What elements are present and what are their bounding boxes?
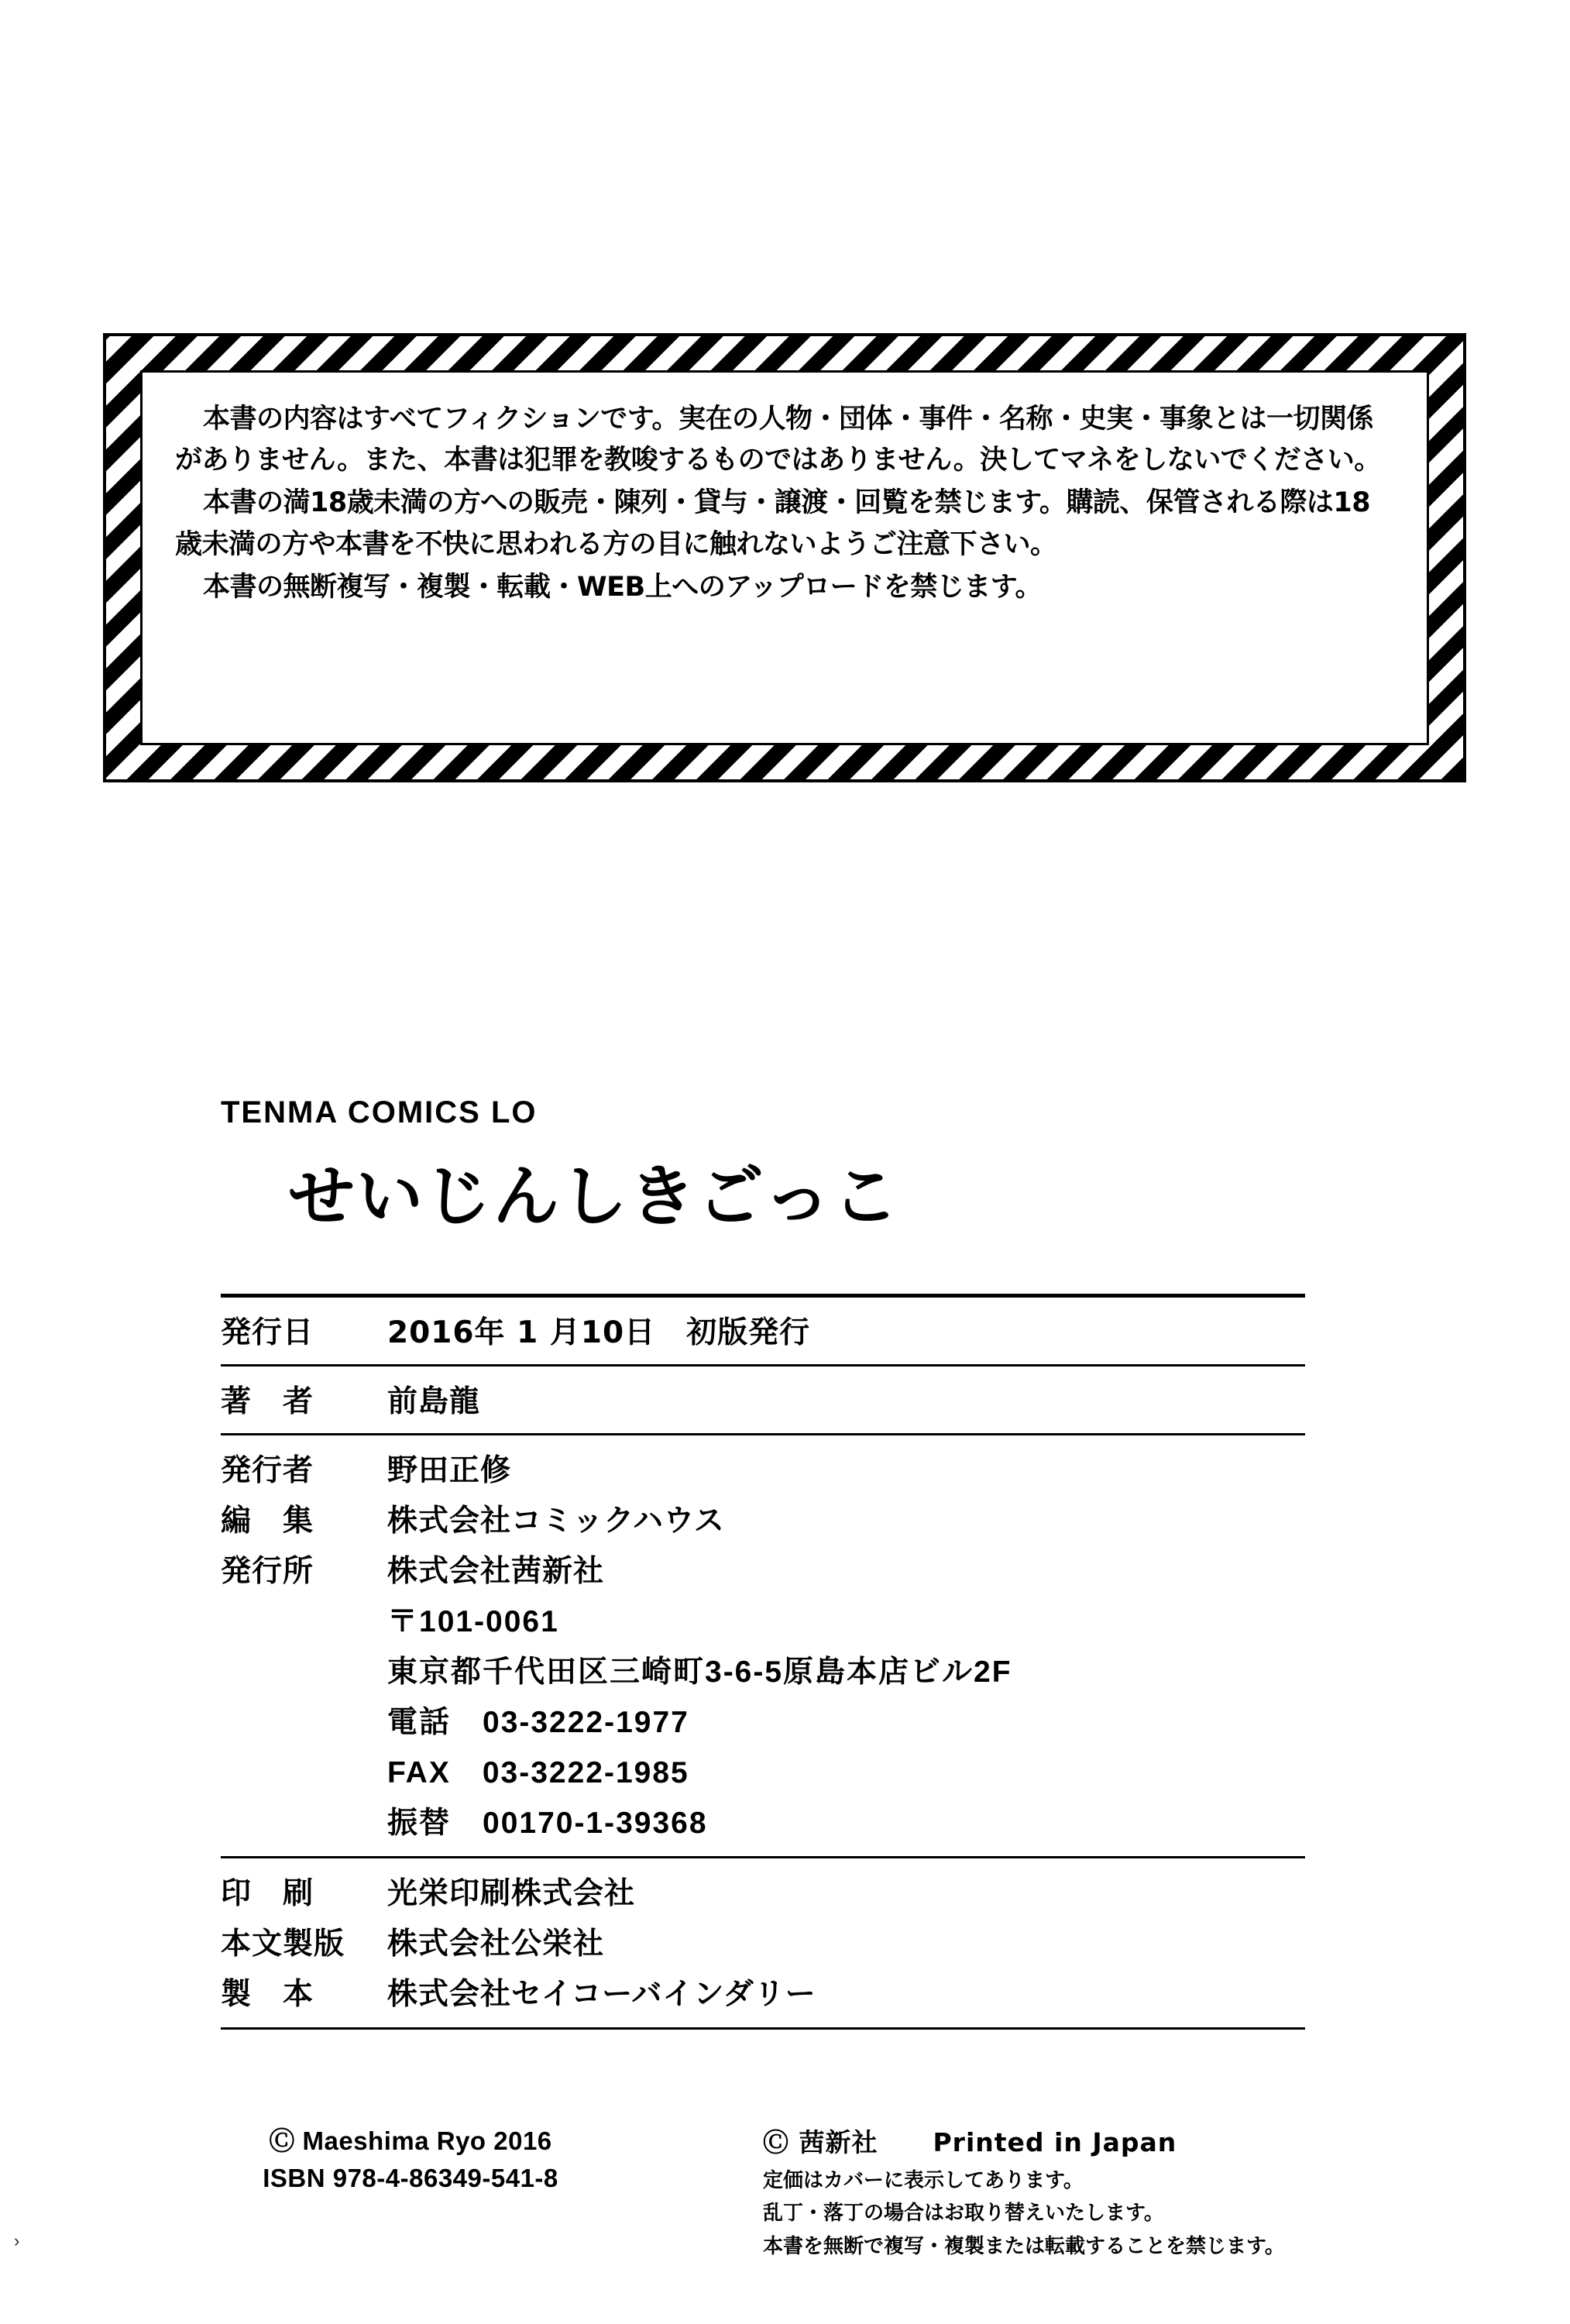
copyright-block xyxy=(209,2123,612,2197)
row-label: 製 本 xyxy=(221,1977,314,2012)
row-value: 株式会社セイコーバインダリー xyxy=(387,1977,816,2012)
colophon-section-publisher xyxy=(221,1435,1305,1856)
colophon-table xyxy=(221,1294,1305,2030)
publisher-copyright: Ⓒ 茜新社 xyxy=(763,2127,878,2157)
row-label: 本文製版 xyxy=(221,1927,345,1961)
footer-note: 乱丁・落丁の場合はお取り替えいたします。 xyxy=(763,2202,1164,2226)
publisher-copyright-line xyxy=(763,2123,1285,2159)
row-value: 株式会社公栄社 xyxy=(387,1927,605,1961)
disclaimer-notice-body xyxy=(140,370,1429,745)
disclaimer-notice xyxy=(103,333,1466,782)
row-label: 発行者 xyxy=(221,1453,314,1488)
row-label: 発行所 xyxy=(221,1554,314,1589)
footer-note: 定価はカバーに表示してあります。 xyxy=(763,2169,1084,2192)
row-value: 2016年 1 月10日 初版発行 xyxy=(387,1315,811,1350)
transfer-line: 振替 00170-1-39368 xyxy=(387,1807,708,1840)
publisher-block xyxy=(763,2123,1285,2262)
phone-line: 電話 03-3222-1977 xyxy=(387,1706,689,1739)
row-value: 株式会社茜新社 xyxy=(387,1554,605,1589)
series-label: TENMA COMICS LO xyxy=(221,1095,538,1129)
footer-note: 本書を無断で複写・複製または転載することを禁じます。 xyxy=(763,2234,1285,2258)
page-edge-mark: › xyxy=(14,2231,20,2250)
disclaimer-paragraph: 本書の内容はすべてフィクションです。実在の人物・団体・事件・名称・史実・事象とは一切関係がありません。また、本書は犯罪を教唆するものではありません。決してマネをしないでください。 xyxy=(175,404,1381,476)
table-row xyxy=(221,1869,1305,1913)
row-value: 株式会社コミックハウス xyxy=(387,1504,725,1538)
colophon-section-publication xyxy=(221,1298,1305,1364)
disclaimer-paragraph: 本書の満18歳未満の方への販売・陳列・貸与・譲渡・回覧を禁じます。購読、保管される際は18歳未満の方や本書を不快に思われる方の目に触れないようご注意下さい。 xyxy=(175,487,1371,560)
fax-line: FAX 03-3222-1985 xyxy=(387,1756,689,1789)
row-value: 光栄印刷株式会社 xyxy=(387,1876,636,1911)
row-label: 発行日 xyxy=(221,1315,314,1350)
row-label: 印 刷 xyxy=(221,1876,314,1911)
divider xyxy=(221,2027,1305,2030)
author-copyright: Ⓒ Maeshima Ryo 2016 xyxy=(269,2126,552,2155)
table-row xyxy=(221,1446,1305,1490)
colophon-section-author xyxy=(221,1367,1305,1433)
table-row xyxy=(221,1308,1305,1352)
table-row xyxy=(221,1970,1305,2013)
table-row xyxy=(221,1920,1305,1963)
row-value: 前島龍 xyxy=(387,1384,481,1419)
printed-in: Printed in Japan xyxy=(933,2127,1177,2157)
address-line: 〒101-0061 xyxy=(387,1605,559,1638)
row-label: 編 集 xyxy=(221,1504,314,1538)
isbn: ISBN 978-4-86349-541-8 xyxy=(263,2163,558,2192)
row-value: 野田正修 xyxy=(387,1453,512,1488)
table-row xyxy=(221,1547,1305,1590)
table-row xyxy=(221,1497,1305,1540)
row-label: 著 者 xyxy=(221,1384,314,1419)
page-title: せいじんしきごっこ xyxy=(288,1158,901,1236)
address-line: 東京都千代田区三崎町3-6-5原島本店ビル2F xyxy=(387,1655,1012,1689)
disclaimer-paragraph: 本書の無断複写・複製・転載・WEB上へのアップロードを禁じます。 xyxy=(203,571,1042,603)
table-row xyxy=(221,1377,1305,1421)
colophon-section-production xyxy=(221,1858,1305,2027)
